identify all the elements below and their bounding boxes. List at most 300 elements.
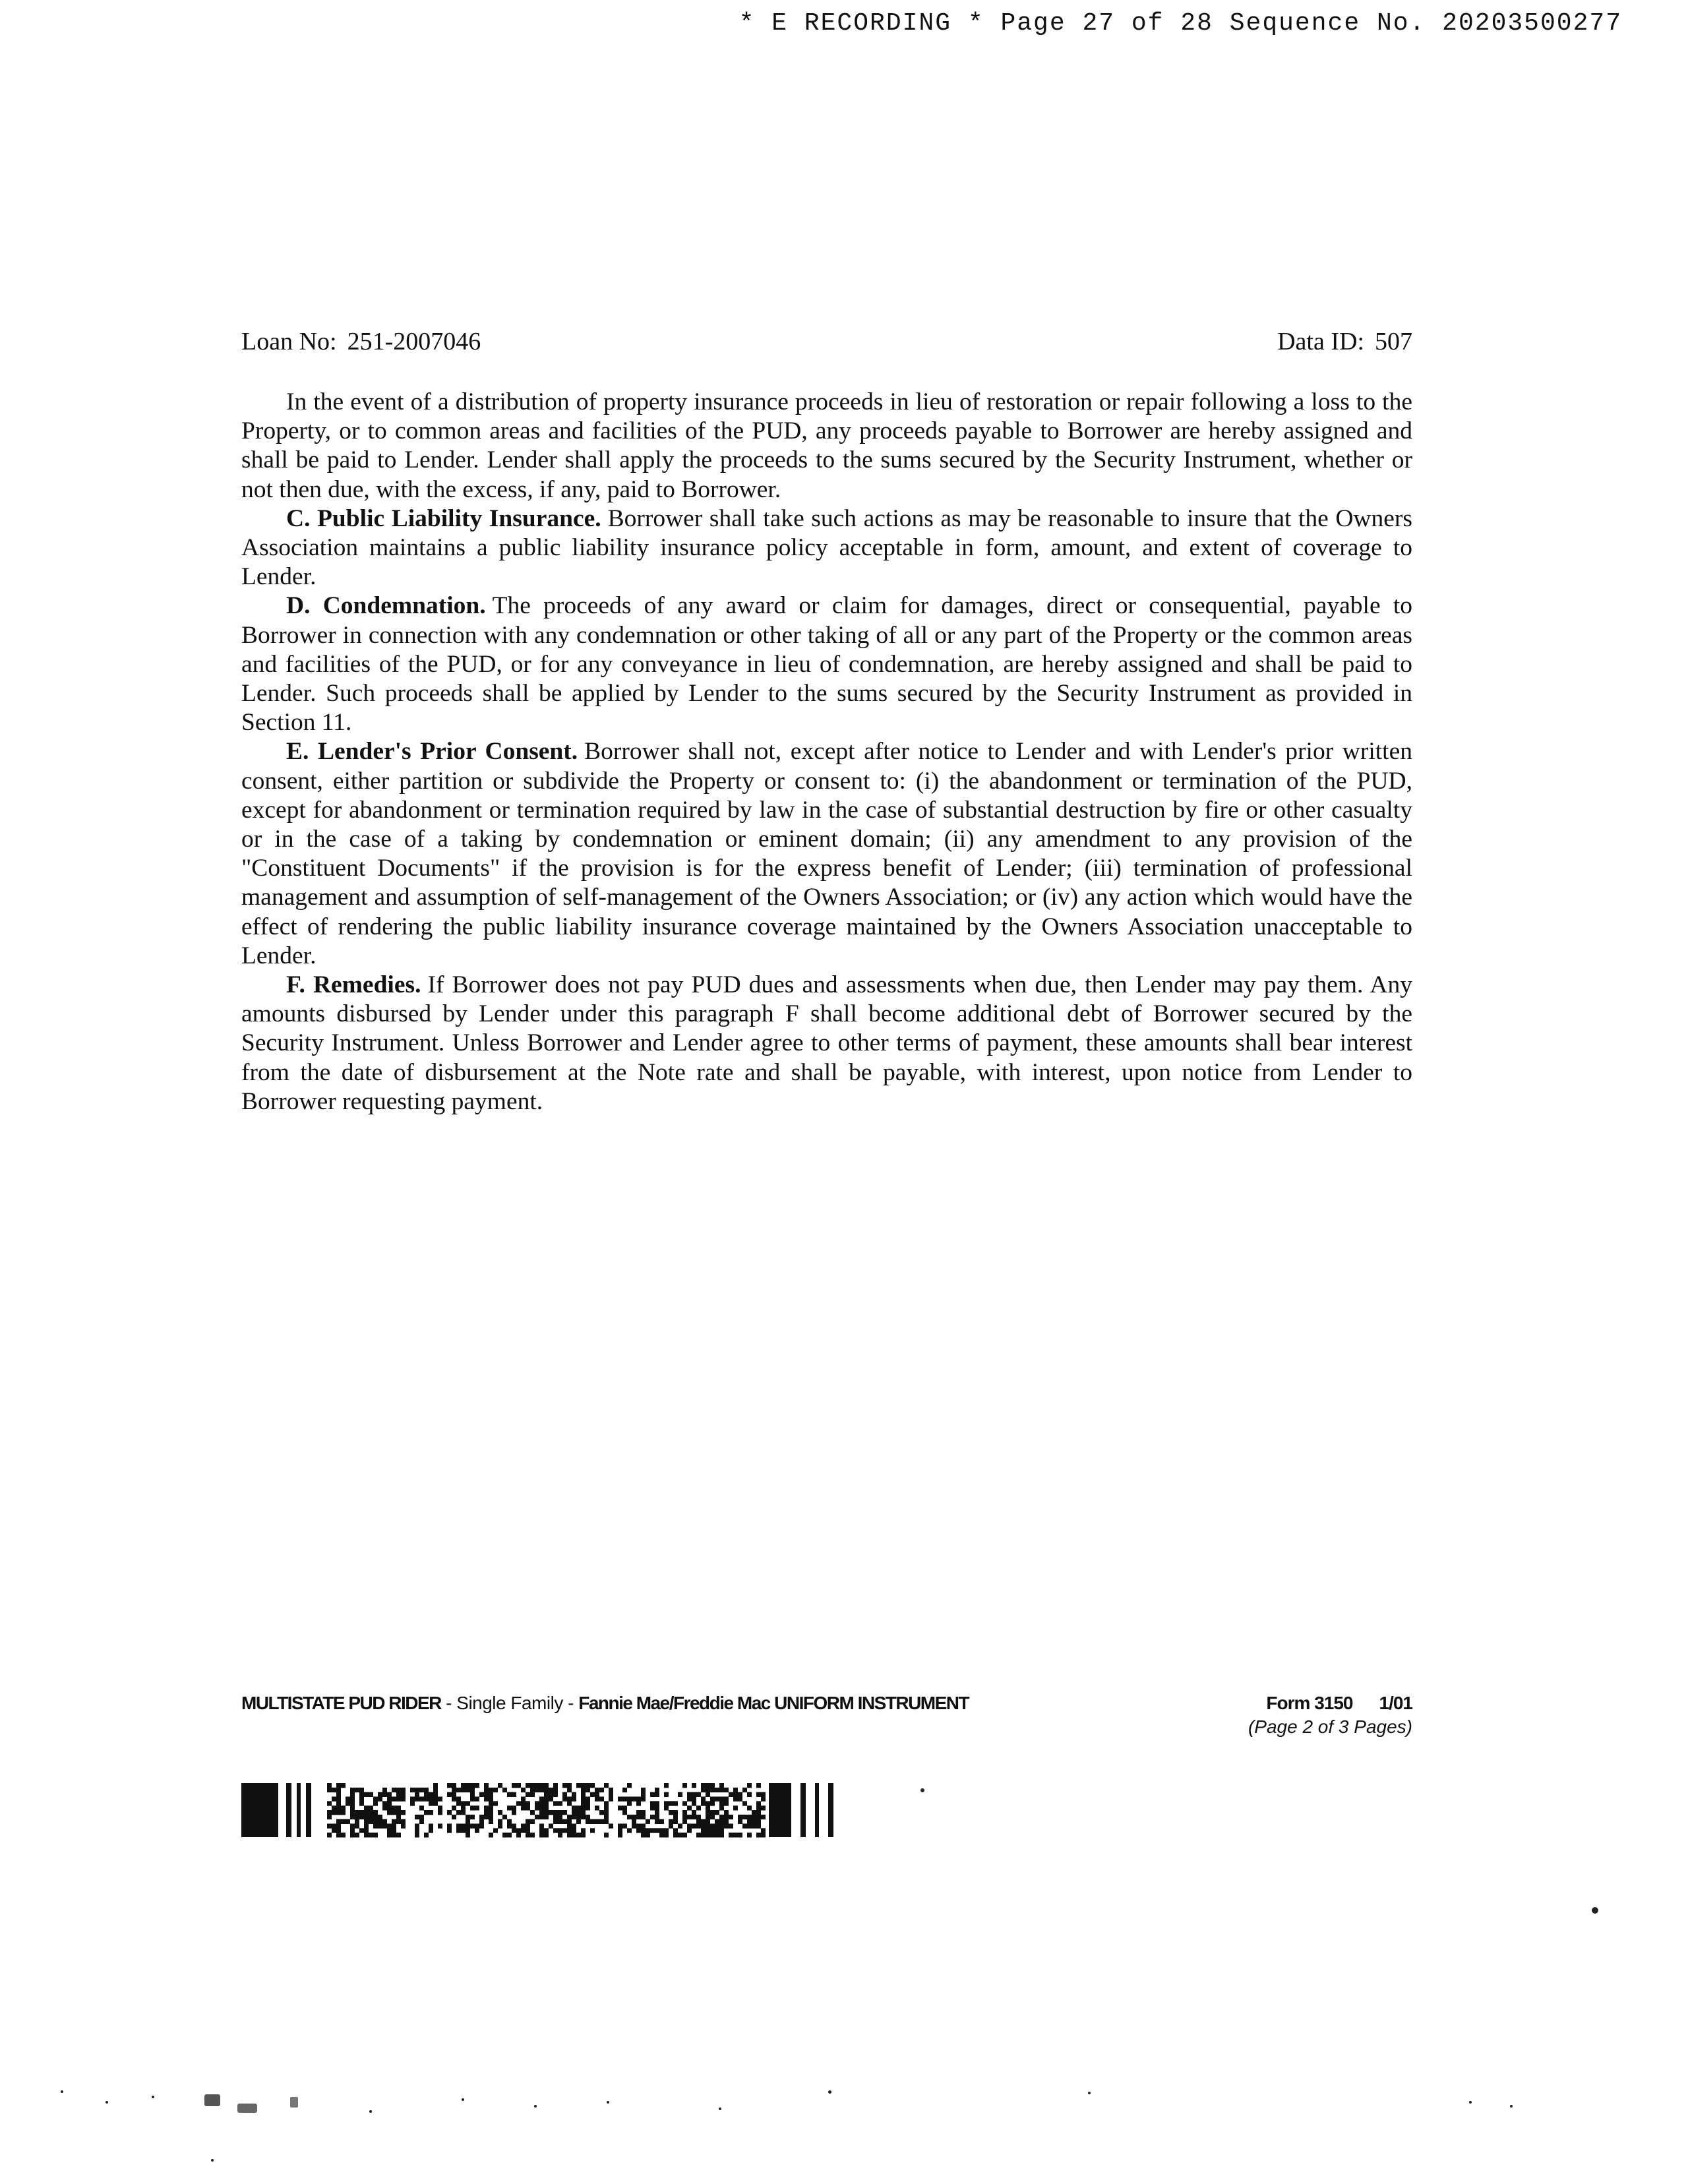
barcode-bar bbox=[655, 1815, 659, 1819]
barcode-bar bbox=[724, 1810, 729, 1815]
barcode-bar bbox=[498, 1824, 502, 1829]
barcode-bar bbox=[512, 1828, 516, 1833]
barcode-bar bbox=[706, 1824, 710, 1829]
barcode-bar bbox=[336, 1797, 341, 1802]
barcode-bar bbox=[526, 1783, 530, 1788]
paragraph-heading: D. Condemnation. bbox=[286, 592, 486, 620]
barcode-bar bbox=[581, 1801, 586, 1805]
barcode-bar bbox=[336, 1792, 341, 1797]
barcode-bar bbox=[401, 1824, 406, 1829]
barcode-bar bbox=[646, 1833, 650, 1837]
barcode-bar bbox=[558, 1810, 562, 1815]
barcode-bar bbox=[419, 1797, 424, 1802]
barcode-bar bbox=[604, 1805, 609, 1810]
barcode-bar bbox=[706, 1828, 710, 1833]
barcode-bar bbox=[641, 1788, 646, 1792]
barcode-bar bbox=[544, 1815, 549, 1819]
barcode-bar bbox=[673, 1810, 678, 1815]
barcode-bar bbox=[724, 1801, 729, 1805]
barcode-bar bbox=[373, 1815, 378, 1819]
barcode-bar bbox=[673, 1815, 678, 1819]
barcode-bar bbox=[392, 1833, 396, 1837]
barcode-bar bbox=[632, 1797, 636, 1802]
barcode-bar bbox=[484, 1792, 489, 1797]
barcode-bar bbox=[438, 1810, 442, 1815]
barcode-bar bbox=[502, 1833, 507, 1837]
barcode-bar bbox=[512, 1783, 516, 1788]
barcode-bar bbox=[622, 1810, 627, 1815]
barcode-bar bbox=[756, 1810, 761, 1815]
barcode-bar bbox=[489, 1797, 493, 1802]
barcode-bar bbox=[636, 1815, 641, 1819]
barcode-bar bbox=[327, 1833, 332, 1837]
barcode-bar bbox=[461, 1788, 466, 1792]
barcode-bar bbox=[747, 1792, 752, 1797]
scan-speck bbox=[61, 2090, 63, 2093]
barcode-bar bbox=[539, 1810, 544, 1815]
paragraph-text: Borrower shall take such actions as may be reasonable to insure that the Owners Association maintains a public liability insurance policy acceptable in form, amount, and extent of coverage to Lender. bbox=[241, 504, 1412, 591]
barcode-bar bbox=[701, 1833, 706, 1837]
barcode-bar bbox=[493, 1801, 498, 1805]
barcode-bar bbox=[415, 1824, 419, 1829]
barcode-bar bbox=[526, 1805, 530, 1810]
barcode-bar bbox=[373, 1824, 378, 1829]
barcode-bar bbox=[507, 1824, 512, 1829]
barcode-bar bbox=[369, 1810, 373, 1815]
barcode-bar bbox=[636, 1810, 641, 1815]
barcode-bar bbox=[581, 1828, 586, 1833]
barcode-bar bbox=[433, 1783, 438, 1788]
barcode-bar bbox=[350, 1797, 355, 1802]
barcode-bar bbox=[332, 1828, 336, 1833]
barcode-bar bbox=[710, 1797, 715, 1802]
barcode-bar bbox=[484, 1788, 489, 1792]
barcode-bar bbox=[341, 1833, 346, 1837]
barcode-bar bbox=[669, 1810, 673, 1815]
barcode-bar bbox=[350, 1833, 355, 1837]
barcode-bar bbox=[392, 1805, 396, 1810]
barcode-bar bbox=[646, 1828, 650, 1833]
barcode-bar bbox=[401, 1819, 406, 1824]
barcode-bar bbox=[382, 1801, 387, 1805]
barcode-bar bbox=[498, 1810, 502, 1815]
barcode-bar bbox=[336, 1833, 341, 1837]
barcode-bar bbox=[729, 1815, 733, 1819]
loan-number bbox=[241, 327, 481, 356]
barcode-bar bbox=[738, 1819, 742, 1824]
barcode-bar bbox=[576, 1810, 581, 1815]
barcode-bar bbox=[553, 1801, 558, 1805]
barcode-bar bbox=[438, 1824, 442, 1829]
barcode-bar bbox=[710, 1824, 715, 1829]
barcode-bar bbox=[526, 1819, 530, 1824]
barcode-bar bbox=[719, 1819, 724, 1824]
barcode-bar bbox=[484, 1797, 489, 1802]
barcode-bar bbox=[627, 1815, 632, 1819]
barcode-bar bbox=[701, 1828, 706, 1833]
paragraph-condemnation bbox=[241, 592, 1412, 737]
barcode-bar bbox=[756, 1783, 761, 1788]
barcode-bar bbox=[401, 1810, 406, 1815]
barcode-bar bbox=[636, 1801, 641, 1805]
barcode-bar bbox=[489, 1833, 493, 1837]
barcode-bar bbox=[396, 1788, 401, 1792]
barcode-bar bbox=[632, 1819, 636, 1824]
barcode-bar bbox=[544, 1810, 549, 1815]
barcode-bar bbox=[297, 1783, 301, 1837]
barcode-bar bbox=[562, 1783, 567, 1788]
barcode-bar bbox=[553, 1792, 558, 1797]
barcode-bar bbox=[466, 1788, 470, 1792]
barcode-bar bbox=[539, 1797, 544, 1802]
barcode-bar bbox=[332, 1797, 336, 1802]
barcode-bar bbox=[641, 1833, 646, 1837]
barcode-bar bbox=[558, 1801, 562, 1805]
barcode-bar bbox=[618, 1797, 622, 1802]
barcode-bar bbox=[521, 1788, 526, 1792]
form-date: 1/01 bbox=[1379, 1693, 1412, 1713]
barcode-bar bbox=[382, 1819, 387, 1824]
barcode-bar bbox=[733, 1833, 738, 1837]
barcode-bar bbox=[701, 1788, 706, 1792]
barcode-bar bbox=[710, 1801, 715, 1805]
barcode-bar bbox=[692, 1810, 696, 1815]
barcode-icon bbox=[241, 1780, 861, 1840]
scan-speck bbox=[607, 2101, 609, 2104]
barcode-bar bbox=[382, 1805, 387, 1810]
barcode-bar bbox=[419, 1788, 424, 1792]
barcode-bar bbox=[336, 1801, 341, 1805]
barcode-bar bbox=[567, 1815, 572, 1819]
barcode-bar bbox=[341, 1783, 346, 1788]
barcode-bar bbox=[715, 1788, 719, 1792]
barcode-bar bbox=[682, 1810, 687, 1815]
paragraph-text: The proceeds of any award or claim for damages, direct or consequential, payable to Borrower in connection with any condemnation or other taking of all or any part of the Property or the common areas and facilities of the PUD, or for any conveyance in lieu of condemnation, are hereby assigned and shall be paid to Lender. Such proceeds shall be applied by Lender to the sums secured by the Security Instrument as provided in Section 11. bbox=[241, 592, 1413, 737]
barcode-bar bbox=[350, 1824, 355, 1829]
barcode-bar bbox=[350, 1810, 355, 1815]
barcode-bar bbox=[696, 1792, 701, 1797]
barcode-bar bbox=[650, 1805, 655, 1810]
barcode-bar bbox=[364, 1824, 369, 1829]
barcode-bar bbox=[572, 1810, 576, 1815]
barcode-bar bbox=[378, 1819, 382, 1824]
paragraph-prior-consent bbox=[241, 737, 1412, 971]
barcode-bar bbox=[429, 1801, 433, 1805]
barcode-bar bbox=[336, 1788, 341, 1792]
barcode-bar bbox=[706, 1833, 710, 1837]
barcode-bar bbox=[696, 1815, 701, 1819]
barcode-bar bbox=[724, 1819, 729, 1824]
barcode-bar bbox=[558, 1815, 562, 1819]
barcode-bar bbox=[369, 1792, 373, 1797]
barcode-bar bbox=[729, 1824, 733, 1829]
scan-speck bbox=[204, 2094, 220, 2106]
barcode-bar bbox=[609, 1797, 613, 1802]
barcode-bar bbox=[599, 1788, 604, 1792]
barcode-bar bbox=[742, 1801, 747, 1805]
scan-speck bbox=[106, 2101, 108, 2104]
barcode-bar bbox=[336, 1824, 341, 1829]
barcode-bar bbox=[526, 1833, 530, 1837]
barcode-bar bbox=[498, 1819, 502, 1824]
barcode-bar bbox=[567, 1797, 572, 1802]
barcode-bar bbox=[346, 1797, 350, 1802]
barcode-bar bbox=[599, 1810, 604, 1815]
barcode-bar bbox=[433, 1797, 438, 1802]
barcode-bar bbox=[553, 1810, 558, 1815]
rider-type: Single Family bbox=[456, 1693, 563, 1713]
barcode-bar bbox=[535, 1805, 539, 1810]
barcode-bar bbox=[572, 1797, 576, 1802]
barcode-bar bbox=[530, 1810, 535, 1815]
barcode-bar bbox=[512, 1792, 516, 1797]
barcode-bar bbox=[544, 1797, 549, 1802]
barcode-bar bbox=[364, 1815, 369, 1819]
barcode-bar bbox=[424, 1810, 429, 1815]
barcode-bar bbox=[719, 1833, 724, 1837]
barcode-bar bbox=[747, 1815, 752, 1819]
barcode-bar bbox=[733, 1788, 738, 1792]
barcode-bar bbox=[447, 1824, 452, 1829]
barcode-bar bbox=[719, 1801, 724, 1805]
data-id bbox=[1277, 327, 1412, 356]
barcode-bar bbox=[692, 1797, 696, 1802]
barcode-bar bbox=[627, 1797, 632, 1802]
barcode-bar bbox=[535, 1815, 539, 1819]
barcode-bar bbox=[641, 1810, 646, 1815]
barcode-bar bbox=[701, 1819, 706, 1824]
barcode-bar bbox=[595, 1792, 599, 1797]
barcode-bar bbox=[558, 1828, 562, 1833]
barcode-bar bbox=[632, 1824, 636, 1829]
scan-speck bbox=[1510, 2105, 1513, 2108]
barcode-bar bbox=[706, 1810, 710, 1815]
barcode-bar bbox=[724, 1797, 729, 1802]
barcode-bar bbox=[355, 1810, 359, 1815]
barcode-bar bbox=[710, 1815, 715, 1819]
barcode-bar bbox=[687, 1797, 692, 1802]
barcode-bar bbox=[387, 1810, 392, 1815]
barcode-bar bbox=[752, 1819, 756, 1824]
barcode-bar bbox=[466, 1824, 470, 1829]
barcode-bar bbox=[687, 1792, 692, 1797]
barcode-bar bbox=[747, 1783, 752, 1788]
barcode-bar bbox=[373, 1797, 378, 1802]
barcode-bar bbox=[387, 1792, 392, 1797]
barcode-bar bbox=[489, 1792, 493, 1797]
barcode-bar bbox=[346, 1819, 350, 1824]
barcode-bar bbox=[479, 1792, 484, 1797]
barcode-bar bbox=[350, 1788, 355, 1792]
barcode-bar bbox=[655, 1819, 659, 1824]
barcode-bar bbox=[756, 1801, 761, 1805]
barcode-bar bbox=[387, 1797, 392, 1802]
barcode-bar bbox=[424, 1788, 429, 1792]
barcode-bar bbox=[341, 1819, 346, 1824]
barcode-bar bbox=[553, 1783, 558, 1788]
barcode-bar bbox=[378, 1797, 382, 1802]
barcode-bar bbox=[581, 1797, 586, 1802]
barcode-bar bbox=[641, 1824, 646, 1829]
barcode-bar bbox=[733, 1805, 738, 1810]
barcode-bar bbox=[355, 1819, 359, 1824]
barcode-bar bbox=[539, 1788, 544, 1792]
barcode-bar bbox=[516, 1801, 521, 1805]
barcode-bar bbox=[539, 1824, 544, 1829]
barcode-bar bbox=[470, 1815, 475, 1819]
barcode-bar bbox=[378, 1815, 382, 1819]
scan-speck bbox=[828, 2090, 831, 2094]
barcode-bar bbox=[470, 1824, 475, 1829]
barcode-bar bbox=[618, 1833, 622, 1837]
barcode-bar bbox=[682, 1801, 687, 1805]
barcode-bar bbox=[466, 1815, 470, 1819]
barcode-bar bbox=[429, 1828, 433, 1833]
barcode-bar bbox=[659, 1833, 664, 1837]
barcode-bar bbox=[512, 1805, 516, 1810]
barcode-bar bbox=[682, 1783, 687, 1788]
barcode-bar bbox=[415, 1815, 419, 1819]
barcode-bar bbox=[461, 1801, 466, 1805]
barcode-bar bbox=[609, 1824, 613, 1829]
barcode-bar bbox=[415, 1792, 419, 1797]
barcode-bar bbox=[719, 1797, 724, 1802]
barcode-bar bbox=[424, 1792, 429, 1797]
barcode-bar bbox=[692, 1815, 696, 1819]
barcode-bar bbox=[747, 1833, 752, 1837]
barcode-bar bbox=[387, 1805, 392, 1810]
barcode-bar bbox=[586, 1801, 590, 1805]
barcode-bar bbox=[701, 1783, 706, 1788]
barcode-bar bbox=[429, 1810, 433, 1815]
barcode-bar bbox=[332, 1810, 336, 1815]
barcode-bar bbox=[539, 1833, 544, 1837]
barcode-bar bbox=[433, 1792, 438, 1797]
barcode-bar bbox=[332, 1788, 336, 1792]
data-id-label: Data ID: bbox=[1277, 328, 1364, 355]
barcode-bar bbox=[456, 1810, 461, 1815]
barcode-bar bbox=[346, 1801, 350, 1805]
barcode-bar bbox=[742, 1788, 747, 1792]
barcode-bar bbox=[378, 1824, 382, 1829]
barcode-bar bbox=[710, 1833, 715, 1837]
barcode-bar bbox=[655, 1801, 659, 1805]
barcode-bar bbox=[392, 1819, 396, 1824]
barcode-bar bbox=[553, 1819, 558, 1824]
barcode-bar bbox=[696, 1833, 701, 1837]
barcode-bar bbox=[429, 1797, 433, 1802]
barcode-bar bbox=[327, 1810, 332, 1815]
barcode-bar bbox=[382, 1792, 387, 1797]
scan-speck bbox=[1088, 2092, 1091, 2094]
barcode-bar bbox=[461, 1828, 466, 1833]
barcode-bar bbox=[669, 1824, 673, 1829]
barcode-bar bbox=[567, 1801, 572, 1805]
barcode-bar bbox=[512, 1824, 516, 1829]
barcode-bar bbox=[715, 1810, 719, 1815]
form-number: Form 3150 bbox=[1266, 1693, 1353, 1713]
barcode-bar bbox=[567, 1828, 572, 1833]
barcode-bar bbox=[327, 1815, 332, 1819]
barcode-bar bbox=[581, 1815, 586, 1819]
barcode-bar bbox=[696, 1824, 701, 1829]
barcode-bar bbox=[479, 1815, 484, 1819]
barcode-bar bbox=[742, 1824, 747, 1829]
barcode-bar bbox=[396, 1819, 401, 1824]
barcode-bar bbox=[581, 1788, 586, 1792]
barcode-bar bbox=[336, 1819, 341, 1824]
barcode-bar bbox=[516, 1833, 521, 1837]
barcode-bar bbox=[655, 1788, 659, 1792]
barcode-bar bbox=[678, 1833, 682, 1837]
barcode-bar bbox=[595, 1788, 599, 1792]
barcode-bar bbox=[452, 1815, 456, 1819]
barcode-bar bbox=[632, 1815, 636, 1819]
barcode-bar bbox=[576, 1819, 581, 1824]
barcode-bar bbox=[521, 1797, 526, 1802]
barcode-bar bbox=[535, 1788, 539, 1792]
barcode-bar bbox=[456, 1824, 461, 1829]
barcode-bar bbox=[710, 1788, 715, 1792]
barcode-bar bbox=[655, 1810, 659, 1815]
barcode-bar bbox=[475, 1828, 479, 1833]
barcode-bar bbox=[350, 1792, 355, 1797]
barcode-bar bbox=[447, 1828, 452, 1833]
barcode-bar bbox=[655, 1805, 659, 1810]
barcode-bar bbox=[742, 1815, 747, 1819]
barcode-bar bbox=[627, 1783, 632, 1788]
barcode-bar bbox=[572, 1828, 576, 1833]
barcode-bar bbox=[692, 1801, 696, 1805]
barcode-bar bbox=[650, 1801, 655, 1805]
barcode-bar bbox=[355, 1815, 359, 1819]
barcode-bar bbox=[387, 1824, 392, 1829]
barcode-bar bbox=[364, 1792, 369, 1797]
instrument-name: Fannie Mae/Freddie Mac UNIFORM INSTRUMENT bbox=[578, 1693, 969, 1713]
barcode-bar bbox=[484, 1805, 489, 1810]
barcode-bar bbox=[396, 1797, 401, 1802]
barcode-bar bbox=[724, 1788, 729, 1792]
barcode-bar bbox=[756, 1819, 761, 1824]
barcode-bar bbox=[549, 1824, 553, 1829]
barcode-bar bbox=[641, 1797, 646, 1802]
barcode-bar bbox=[452, 1805, 456, 1810]
barcode-bar bbox=[655, 1792, 659, 1797]
barcode-bar bbox=[769, 1783, 791, 1837]
barcode-bar bbox=[401, 1792, 406, 1797]
barcode-bar bbox=[286, 1783, 291, 1837]
barcode-bar bbox=[456, 1801, 461, 1805]
barcode-bar bbox=[521, 1801, 526, 1805]
barcode-bar bbox=[369, 1815, 373, 1819]
barcode-bar bbox=[719, 1828, 724, 1833]
barcode-bar bbox=[664, 1783, 669, 1788]
barcode-bar bbox=[382, 1788, 387, 1792]
barcode-bar bbox=[687, 1828, 692, 1833]
barcode-bar bbox=[521, 1828, 526, 1833]
barcode-bar bbox=[752, 1810, 756, 1815]
scan-speck bbox=[1592, 1907, 1598, 1914]
barcode-bar bbox=[664, 1792, 669, 1797]
barcode-bar bbox=[706, 1815, 710, 1819]
footer-rider-title: MULTISTATE PUD RIDER - Single Family - Fannie Mae/Freddie Mac UNIFORM INSTRUMENT bbox=[241, 1693, 969, 1713]
barcode-bar bbox=[392, 1824, 396, 1829]
barcode-bar bbox=[618, 1805, 622, 1810]
barcode-bar bbox=[452, 1788, 456, 1792]
barcode-bar bbox=[526, 1824, 530, 1829]
barcode-bar bbox=[549, 1797, 553, 1802]
barcode-bar bbox=[673, 1819, 678, 1824]
